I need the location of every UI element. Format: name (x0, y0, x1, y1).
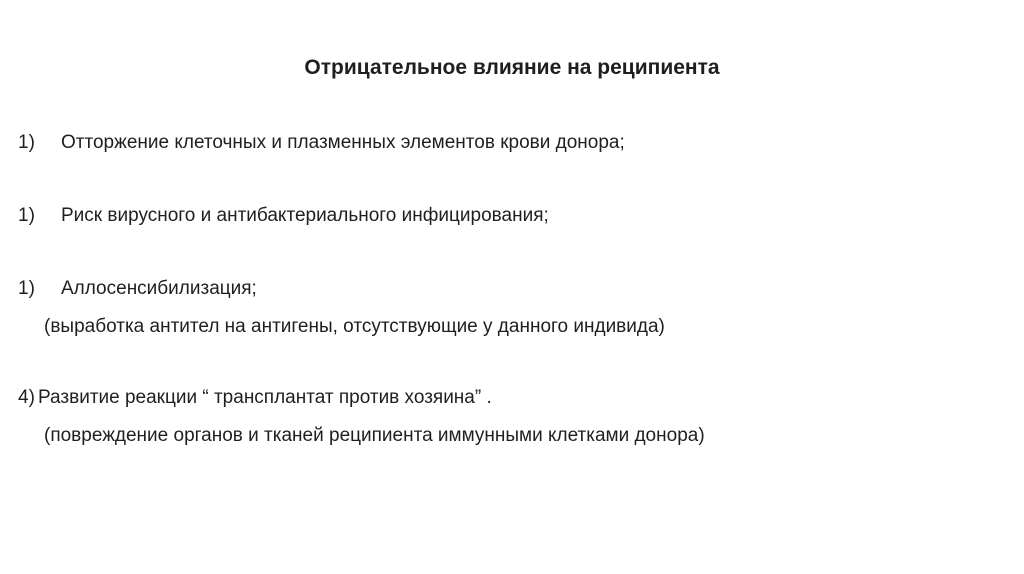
list-item-number: 1) (18, 205, 35, 226)
list-item-text: Развитие реакции “ трансплантат против хозяина” . (38, 387, 492, 408)
list-item (18, 203, 1008, 229)
list-item-number: 1) (18, 278, 35, 299)
list-item-number: 4) (18, 387, 35, 408)
list-item (18, 276, 1008, 302)
list-item-number: 1) (18, 132, 35, 153)
list-item-note: (повреждение органов и тканей реципиента иммунными клетками донора) (44, 425, 705, 446)
list-item (18, 385, 1008, 411)
slide-title: Отрицательное влияние на реципиента (304, 56, 720, 79)
list-item-note: (выработка антител на антигены, отсутствующие у данного индивида) (44, 316, 665, 337)
list-item-text: Риск вирусного и антибактериального инфицирования; (61, 205, 549, 226)
list-item (18, 130, 1008, 156)
list-item-text: Аллосенсибилизация; (61, 278, 257, 299)
list-item-text: Отторжение клеточных и плазменных элементов крови донора; (61, 132, 625, 153)
